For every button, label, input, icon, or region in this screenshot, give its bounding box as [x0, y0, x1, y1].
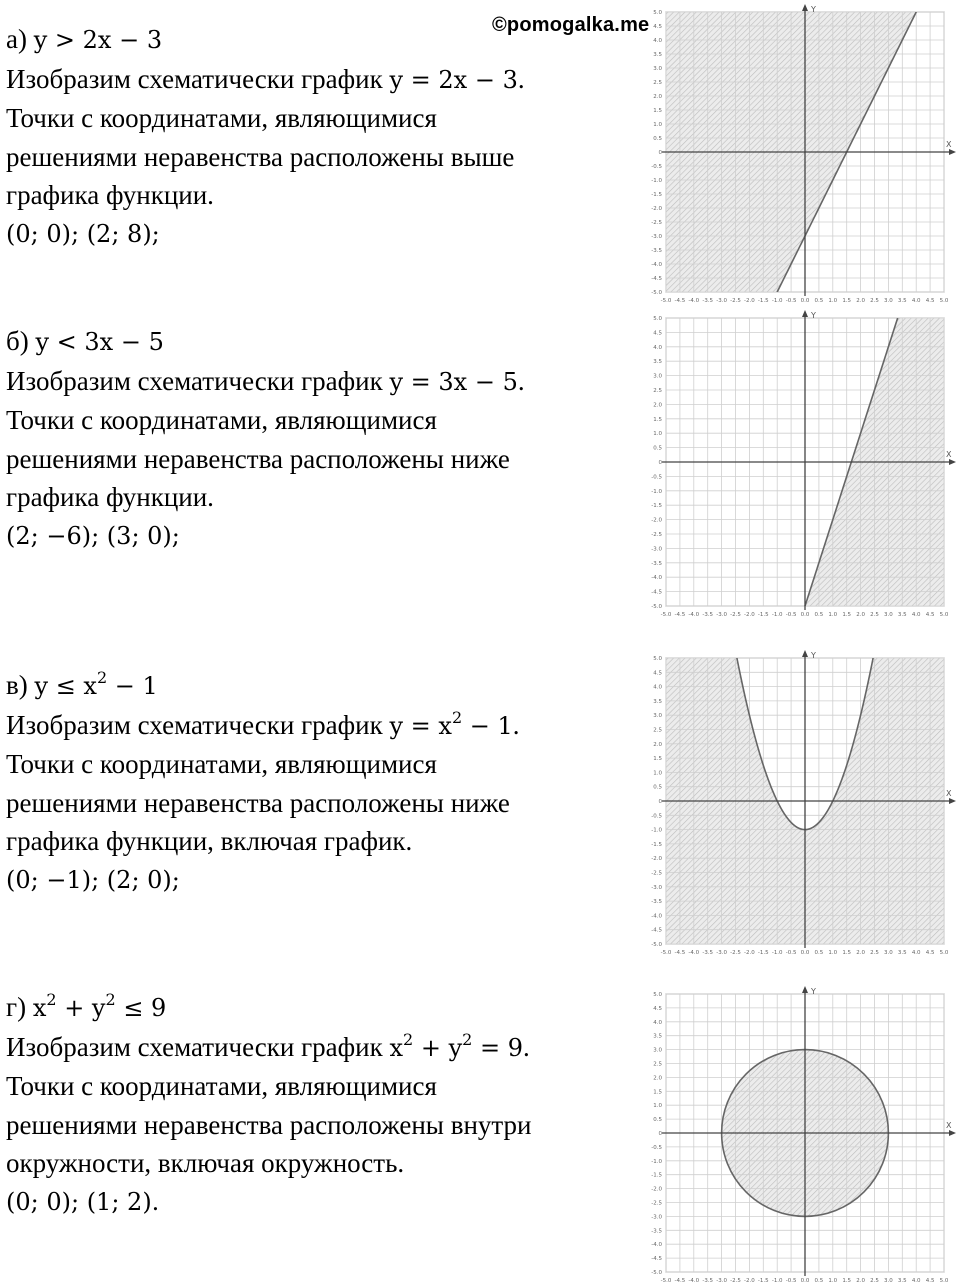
x-tick-label: -4.0: [688, 950, 700, 956]
y-tick-label: -0.5: [651, 813, 662, 820]
problem-d-intro-text: Изобразим схематически график: [6, 1031, 383, 1062]
x-tick-label: -1.5: [757, 612, 769, 618]
problem-d-intro: Изобразим схематически график $x^2 + y^2 = 9$.: [6, 1029, 530, 1062]
y-tick-label: -1.5: [651, 503, 662, 510]
y-tick-label: 0.5: [653, 1117, 662, 1124]
x-tick-label: 3.0: [884, 1278, 893, 1284]
problem-a-line-1: Точки с координатами, являющимися: [6, 103, 437, 133]
y-tick-label: 4.5: [653, 670, 662, 677]
y-tick-label: 5.0: [653, 10, 662, 16]
x-tick-label: -1.0: [771, 298, 783, 304]
problem-d-line-1: Точки с координатами, являющимися: [6, 1071, 437, 1101]
y-axis-label: Y: [811, 987, 816, 996]
problem-b-label: б): [6, 326, 29, 356]
x-tick-label: 0.5: [814, 1278, 824, 1284]
x-tick-label: 1.0: [828, 298, 838, 304]
problem-c-inequality: $y \le x^2 - 1$: [34, 668, 158, 700]
x-tick-label: 2.0: [856, 612, 865, 618]
x-axis-label: X: [946, 140, 952, 149]
problem-c-line-1: Точки с координатами, являющимися: [6, 749, 437, 779]
y-tick-label: -1.0: [651, 488, 662, 495]
problem-b-line-1: Точки с координатами, являющимися: [6, 405, 437, 435]
x-tick-label: 4.0: [911, 612, 921, 618]
y-tick-label: -3.0: [651, 1214, 662, 1221]
x-tick-label: 2.0: [856, 1278, 865, 1284]
y-tick-label: 0: [658, 1131, 662, 1137]
x-tick-label: 3.5: [897, 950, 907, 956]
y-tick-label: 1.5: [653, 1089, 662, 1096]
x-tick-label: -5.0: [660, 612, 672, 618]
plot-d: [636, 986, 958, 1286]
y-axis-arrow: [802, 650, 808, 657]
problem-b-intro: Изобразим схематически график y = 3x − 5.: [6, 365, 525, 396]
y-tick-label: 5.0: [653, 656, 662, 662]
problem-a-intro-text: Изобразим схематически график: [6, 63, 383, 94]
x-tick-label: -0.5: [785, 1278, 797, 1284]
y-tick-label: -2.5: [651, 1200, 662, 1207]
problem-a-heading: [6, 20, 626, 60]
y-axis-arrow: [802, 986, 808, 993]
x-tick-label: 4.5: [925, 612, 935, 618]
x-tick-label: -3.0: [716, 950, 727, 956]
y-tick-label: 4.5: [653, 24, 662, 30]
x-axis-arrow: [949, 1130, 956, 1136]
y-tick-label: 5.0: [653, 316, 662, 322]
x-tick-label: -2.0: [744, 1278, 755, 1284]
x-tick-label: 0.0: [800, 298, 810, 304]
problem-a-line-2: решениями неравенства расположены выше: [6, 141, 515, 172]
y-tick-label: 0: [658, 460, 662, 466]
x-tick-label: 3.5: [897, 612, 907, 618]
x-tick-label: 2.5: [870, 950, 879, 956]
y-tick-label: -5.0: [651, 942, 662, 948]
problem-c-equation: $y = x^2 - 1$: [389, 707, 513, 740]
x-axis-label: X: [946, 789, 952, 798]
x-tick-label: -1.0: [771, 612, 783, 618]
problem-a-points: (0; 0); (2; 8);: [6, 219, 160, 248]
x-tick-label: 2.5: [870, 1278, 879, 1284]
problem-a: [6, 20, 626, 253]
x-tick-label: -2.0: [744, 298, 755, 304]
x-tick-label: 3.0: [884, 612, 893, 618]
x-tick-label: 5.0: [939, 298, 949, 304]
x-tick-label: -0.5: [785, 298, 797, 304]
y-tick-label: 1.0: [653, 122, 662, 128]
x-tick-label: 2.5: [870, 298, 879, 304]
x-axis-arrow: [949, 798, 956, 804]
problem-d-line-3: окружности, включая окружность.: [6, 1148, 405, 1178]
y-tick-label: 3.0: [653, 713, 662, 720]
y-tick-label: -4.0: [651, 913, 662, 920]
y-tick-label: -3.0: [651, 884, 662, 891]
y-tick-label: -2.0: [651, 206, 662, 212]
y-axis-arrow: [802, 310, 808, 317]
y-tick-label: 4.0: [653, 1019, 662, 1026]
x-tick-label: -4.0: [688, 298, 700, 304]
x-tick-label: 0.5: [814, 950, 824, 956]
y-tick-label: -5.0: [651, 290, 662, 296]
problem-a-intro: Изобразим схематически график y = 2x − 3.: [6, 63, 525, 94]
problem-c-line-2: решениями неравенства расположены ниже: [6, 787, 510, 818]
problem-d: [6, 988, 626, 1221]
problem-a-inequality: y > 2x − 3: [33, 26, 163, 54]
x-tick-label: 3.0: [884, 298, 893, 304]
x-tick-label: 0.0: [800, 1278, 810, 1284]
problem-c-intro: Изобразим схематически график $y = x^2 - 1$.: [6, 707, 520, 740]
y-tick-label: -3.0: [651, 546, 662, 553]
y-tick-label: 4.0: [653, 684, 662, 691]
x-tick-label: -5.0: [660, 298, 672, 304]
x-tick-label: 4.0: [911, 298, 921, 304]
x-tick-label: 1.0: [828, 612, 838, 618]
y-tick-label: -2.0: [651, 1186, 662, 1193]
x-tick-label: 4.5: [925, 1278, 935, 1284]
x-tick-label: 1.5: [842, 950, 852, 956]
problem-c-intro-text: Изобразим схематически график: [6, 709, 383, 740]
x-tick-label: 0.5: [814, 612, 824, 618]
y-tick-label: 2.5: [653, 80, 662, 86]
y-tick-label: 3.5: [653, 1033, 662, 1040]
x-tick-label: -4.0: [688, 612, 700, 618]
y-tick-label: -4.5: [651, 927, 662, 934]
y-tick-label: -3.5: [651, 248, 662, 254]
x-tick-label: 5.0: [939, 1278, 949, 1284]
y-tick-label: 0: [658, 799, 662, 805]
y-tick-label: -3.0: [651, 234, 662, 240]
x-tick-label: -0.5: [785, 612, 797, 618]
y-tick-label: -1.0: [651, 178, 662, 184]
x-tick-label: 4.5: [925, 950, 935, 956]
x-axis-label: X: [946, 1121, 952, 1130]
problem-c: [6, 666, 626, 899]
problem-a-equation: y = 2x − 3: [389, 65, 518, 94]
y-tick-label: -2.0: [651, 517, 662, 524]
y-tick-label: 4.5: [653, 1005, 662, 1012]
problem-c-points: (0; −1); (2; 0);: [6, 865, 180, 894]
y-tick-label: -2.5: [651, 870, 662, 877]
x-tick-label: 0.0: [800, 612, 810, 618]
x-tick-label: -5.0: [660, 1278, 672, 1284]
x-axis-arrow: [949, 149, 956, 155]
x-tick-label: -2.5: [730, 950, 741, 956]
y-tick-label: -4.5: [651, 1256, 662, 1263]
y-tick-label: -5.0: [651, 604, 662, 610]
y-tick-label: 1.5: [653, 756, 662, 763]
x-tick-label: -4.5: [674, 950, 686, 956]
x-tick-label: -0.5: [785, 950, 797, 956]
x-tick-label: -3.0: [716, 612, 727, 618]
x-tick-label: 2.0: [856, 950, 865, 956]
y-tick-label: 3.0: [653, 373, 662, 380]
x-tick-label: -1.5: [757, 950, 769, 956]
problem-b-heading: [6, 322, 626, 362]
y-tick-label: -0.5: [651, 164, 662, 170]
y-tick-label: 4.5: [653, 330, 662, 337]
x-tick-label: -1.0: [771, 950, 783, 956]
y-tick-label: 3.0: [653, 66, 662, 72]
y-tick-label: -3.5: [651, 560, 662, 567]
problem-a-label: а): [6, 24, 27, 54]
y-tick-label: -4.0: [651, 575, 662, 582]
y-tick-label: 4.0: [653, 344, 662, 351]
y-tick-label: 4.0: [653, 38, 662, 44]
y-tick-label: 3.5: [653, 359, 662, 366]
problem-b-inequality: y < 3x − 5: [35, 328, 164, 356]
y-tick-label: -3.5: [651, 1228, 662, 1235]
x-tick-label: 5.0: [939, 950, 949, 956]
problem-a-line-3: графика функции.: [6, 180, 214, 210]
x-tick-label: 1.5: [842, 1278, 852, 1284]
y-tick-label: -2.5: [651, 220, 662, 226]
x-tick-label: -2.5: [730, 1278, 741, 1284]
x-tick-label: 1.0: [828, 950, 838, 956]
y-tick-label: 0.5: [653, 445, 662, 452]
y-tick-label: -4.5: [651, 276, 662, 282]
y-tick-label: 2.0: [653, 402, 662, 409]
problem-d-inequality: $x^2 + y^2 \le 9$: [32, 990, 167, 1022]
y-tick-label: 2.5: [653, 388, 662, 394]
y-tick-label: -2.0: [651, 856, 662, 863]
y-axis-label: Y: [811, 311, 816, 320]
problem-d-label: г): [6, 992, 27, 1022]
y-tick-label: 0.5: [653, 136, 662, 142]
x-tick-label: 4.5: [925, 298, 935, 304]
plot-b: [636, 310, 958, 620]
y-tick-label: 1.0: [653, 770, 662, 777]
problem-b: [6, 322, 626, 555]
x-tick-label: -2.0: [744, 612, 755, 618]
x-tick-label: -3.0: [716, 298, 727, 304]
y-tick-label: -4.5: [651, 589, 662, 596]
x-tick-label: -3.5: [702, 1278, 714, 1284]
problem-c-heading: [6, 666, 626, 706]
y-tick-label: 2.0: [653, 741, 662, 748]
x-tick-label: -4.5: [674, 1278, 686, 1284]
x-tick-label: -3.5: [702, 950, 714, 956]
y-tick-label: 2.5: [653, 1061, 662, 1068]
y-tick-label: -5.0: [651, 1270, 662, 1276]
x-axis-label: X: [946, 450, 952, 459]
x-tick-label: 0.0: [800, 950, 810, 956]
y-tick-label: -3.5: [651, 899, 662, 906]
watermark: ©pomogalka.me: [492, 14, 650, 36]
y-tick-label: -4.0: [651, 1242, 662, 1249]
y-tick-label: 0: [658, 150, 662, 156]
y-tick-label: 1.5: [653, 416, 662, 423]
y-tick-label: -1.0: [651, 827, 662, 834]
x-tick-label: -2.0: [744, 950, 755, 956]
x-tick-label: 2.5: [870, 612, 879, 618]
problem-d-equation: $x^2 + y^2 = 9$: [389, 1029, 523, 1062]
problem-b-line-2: решениями неравенства расположены ниже: [6, 443, 510, 474]
x-tick-label: -4.5: [674, 612, 686, 618]
y-axis-arrow: [802, 4, 808, 11]
plot-c: [636, 650, 958, 958]
x-tick-label: -1.0: [771, 1278, 783, 1284]
problem-b-line-3: графика функции.: [6, 482, 214, 512]
x-tick-label: -4.0: [688, 1278, 700, 1284]
x-tick-label: -2.5: [730, 298, 741, 304]
x-tick-label: 3.5: [897, 1278, 907, 1284]
x-tick-label: 1.5: [842, 612, 852, 618]
y-tick-label: 2.0: [653, 1075, 662, 1082]
y-tick-label: 2.5: [653, 727, 662, 734]
x-tick-label: 2.0: [856, 298, 865, 304]
y-axis-label: Y: [811, 651, 816, 660]
plot-a: [636, 4, 958, 306]
y-tick-label: 1.5: [653, 108, 662, 114]
x-tick-label: -3.5: [702, 612, 714, 618]
problem-b-equation: y = 3x − 5: [389, 367, 518, 396]
y-tick-label: -2.5: [651, 532, 662, 538]
y-tick-label: 1.0: [653, 1103, 662, 1110]
y-tick-label: -0.5: [651, 1144, 662, 1151]
x-tick-label: -4.5: [674, 298, 686, 304]
x-tick-label: -3.5: [702, 298, 714, 304]
y-tick-label: 5.0: [653, 992, 662, 998]
y-tick-label: -1.0: [651, 1158, 662, 1165]
y-tick-label: -1.5: [651, 1172, 662, 1179]
problem-b-points: (2; −6); (3; 0);: [6, 521, 180, 550]
x-tick-label: 1.5: [842, 298, 852, 304]
problem-d-heading: [6, 988, 626, 1028]
problem-d-points: (0; 0); (1; 2).: [6, 1187, 160, 1216]
y-tick-label: 2.0: [653, 94, 662, 100]
y-tick-label: -4.0: [651, 262, 662, 268]
x-axis-arrow: [949, 459, 956, 465]
y-tick-label: -1.5: [651, 841, 662, 848]
y-tick-label: -1.5: [651, 192, 662, 198]
x-tick-label: -2.5: [730, 612, 741, 618]
x-tick-label: 3.5: [897, 298, 907, 304]
y-tick-label: -0.5: [651, 474, 662, 481]
problem-c-line-3: графика функции, включая график.: [6, 826, 413, 856]
x-tick-label: 3.0: [884, 950, 893, 956]
x-tick-label: -1.5: [757, 1278, 769, 1284]
problem-d-line-2: решениями неравенства расположены внутри: [6, 1109, 532, 1140]
y-axis-label: Y: [811, 5, 816, 14]
x-tick-label: 0.5: [814, 298, 824, 304]
x-tick-label: 4.0: [911, 1278, 921, 1284]
y-tick-label: 0.5: [653, 784, 662, 791]
y-tick-label: 3.0: [653, 1047, 662, 1054]
x-tick-label: 5.0: [939, 612, 949, 618]
x-tick-label: -1.5: [757, 298, 769, 304]
problem-c-label: в): [6, 670, 28, 700]
y-tick-label: 1.0: [653, 431, 662, 438]
y-tick-label: 3.5: [653, 698, 662, 705]
x-tick-label: -3.0: [716, 1278, 727, 1284]
problem-b-intro-text: Изобразим схематически график: [6, 365, 383, 396]
y-tick-label: 3.5: [653, 52, 662, 58]
x-tick-label: -5.0: [660, 950, 672, 956]
x-tick-label: 1.0: [828, 1278, 838, 1284]
x-tick-label: 4.0: [911, 950, 921, 956]
